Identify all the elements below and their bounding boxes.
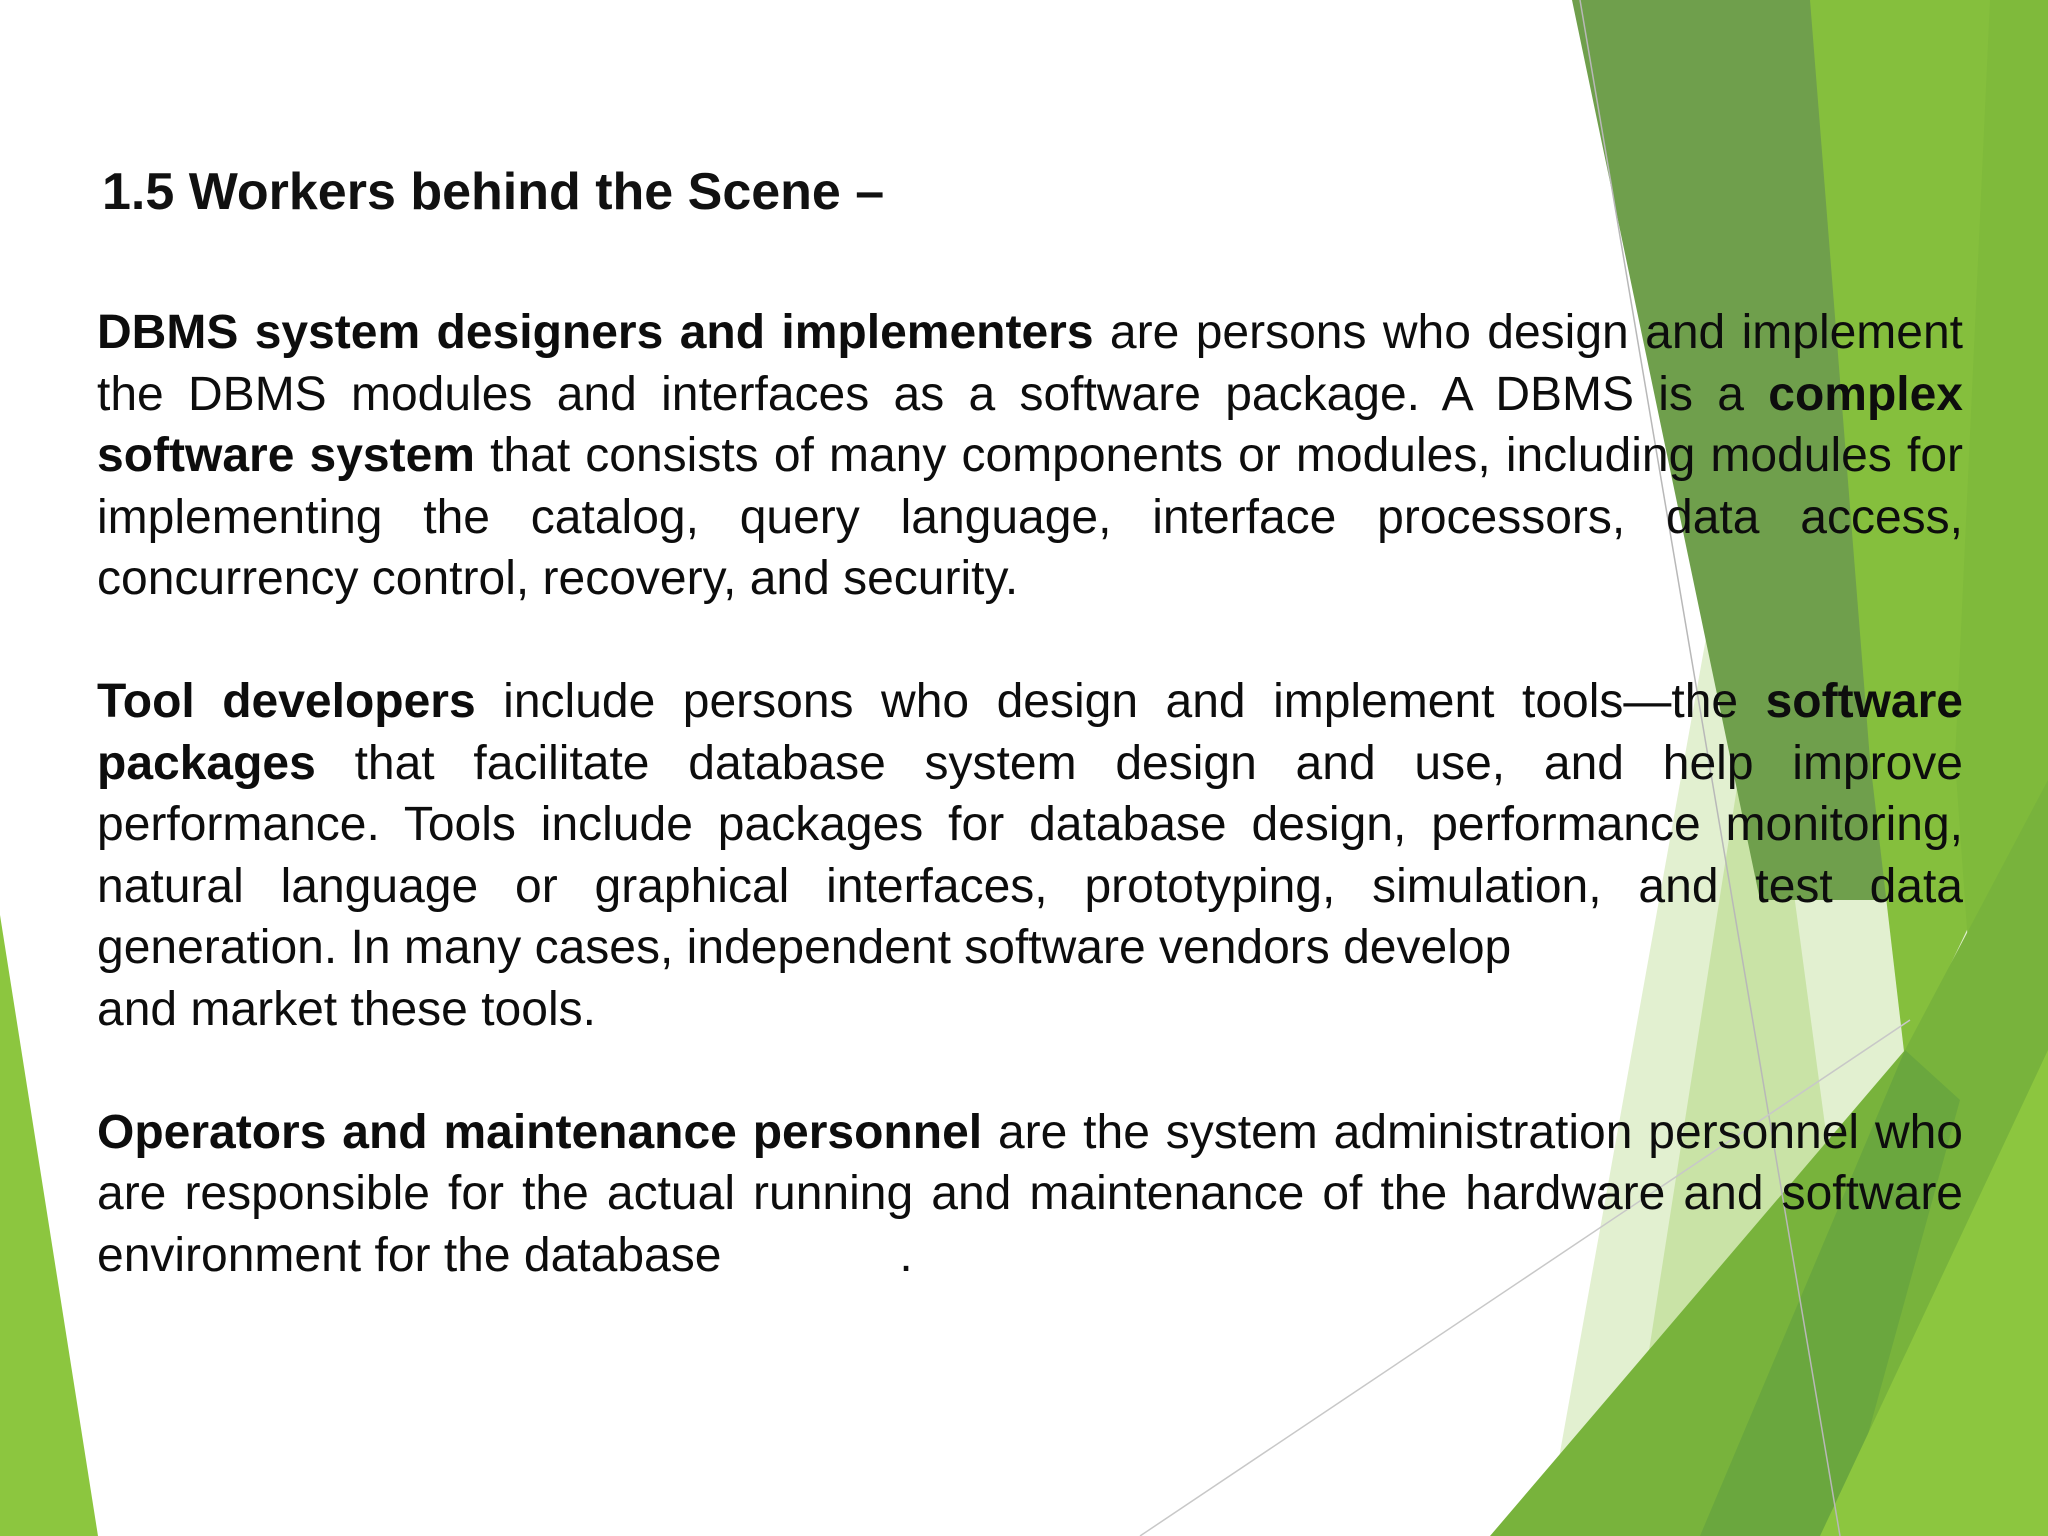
term-tool-developers: Tool developers [97, 675, 476, 728]
p2-text-3: and market these tools. [97, 982, 596, 1036]
slide-body [97, 302, 1963, 1348]
paragraph-operators [97, 1102, 1963, 1287]
p3-text-1: are the system administration personnel who are responsible for the actual running and maintenance of the hardware and software environment for the database [97, 1105, 1963, 1282]
p1-text-2: that consists of many components or modules, including modules for implementing the catalog, query language, interface processors, data access, concurrency control, recovery, and security. [97, 429, 1963, 605]
p2-text-2: that facilitate database system design and use, and help improve performance. Tools include packages for database design, performance monitoring, natural language or graphical interfaces, prototyping, simulation, and test data generation. In many cases, independent software vendors develop [97, 736, 1963, 974]
term-complex-software-system: complex software system [97, 367, 1963, 482]
term-operators-maintenance: Operators and maintenance personnel [97, 1105, 983, 1159]
p1-text-1: are persons who design and implement the DBMS modules and interfaces as a software package. A DBMS is a [97, 306, 1964, 421]
term-dbms-designers: DBMS system designers and implementers [97, 306, 1094, 359]
term-software-packages: software packages [97, 675, 1963, 790]
p3-text-2: . [899, 1228, 913, 1282]
paragraph-dbms-designers [97, 302, 1963, 610]
slide-title: 1.5 Workers behind the Scene – [102, 163, 885, 221]
p2-text-1: include persons who design and implement tools—the [475, 675, 1766, 728]
left-green-wedge [0, 915, 98, 1536]
paragraph-tool-developers [97, 671, 1963, 1040]
